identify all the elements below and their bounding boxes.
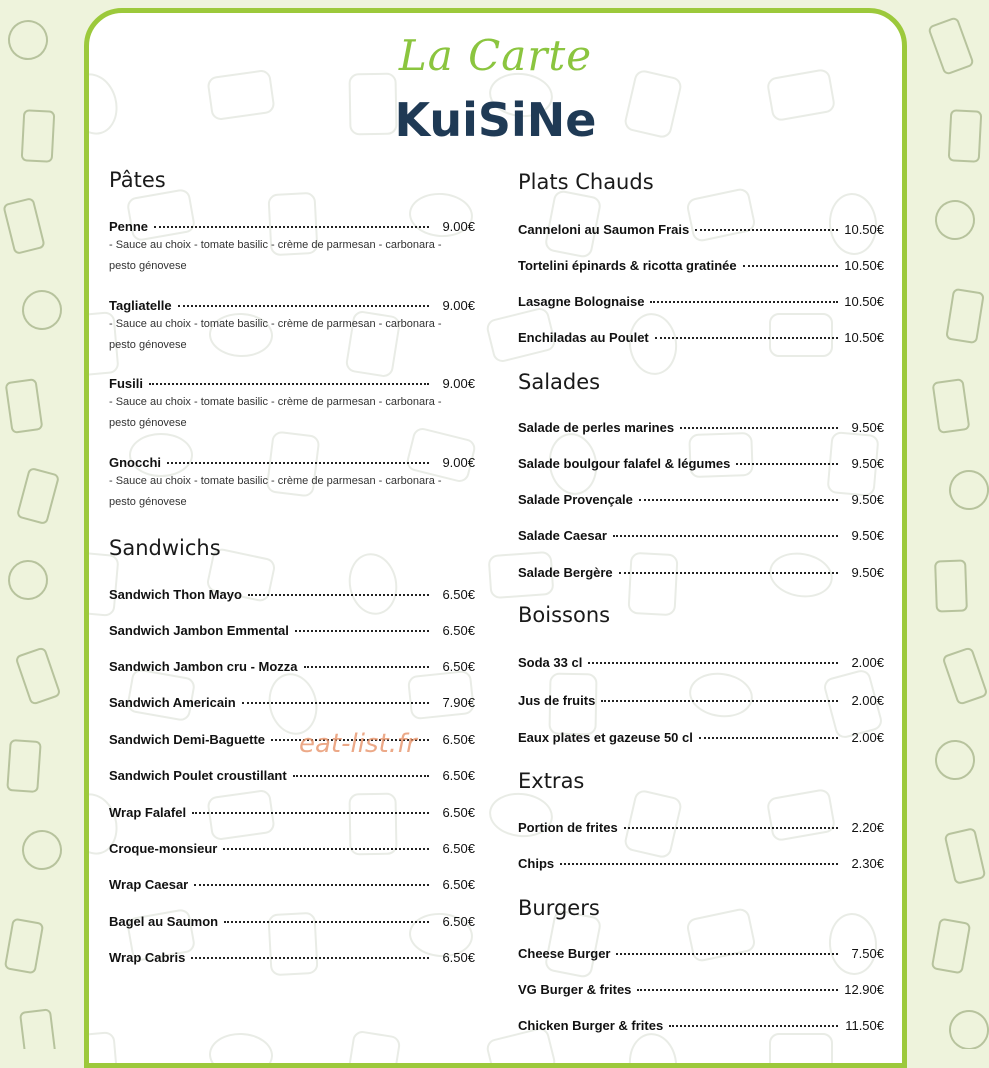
- menu-item: [518, 730, 884, 745]
- menu-item: [109, 950, 475, 965]
- menu-item: [518, 420, 884, 435]
- menu-item: [109, 805, 475, 820]
- section-title-pates: Pâtes: [109, 168, 166, 192]
- item-name: Wrap Cabris: [109, 950, 186, 965]
- item-name: Portion de frites: [518, 820, 618, 835]
- menu-item: [518, 222, 884, 237]
- item-price: 6.50€: [442, 623, 475, 638]
- menu-item: [518, 456, 884, 471]
- leader-dots: [695, 229, 838, 231]
- menu-item: [109, 376, 475, 434]
- item-price: 2.20€: [851, 820, 884, 835]
- food-sketch-decoration: [344, 549, 403, 619]
- food-sketch-decoration: [89, 551, 120, 617]
- food-sketch-decoration: [945, 288, 985, 344]
- item-price: 10.50€: [844, 258, 884, 273]
- food-sketch-decoration: [6, 739, 42, 793]
- menu-item: [518, 565, 884, 580]
- menu-script-title: La Carte: [398, 31, 593, 80]
- item-name: Tortelini épinards & ricotta gratinée: [518, 258, 737, 273]
- item-name: VG Burger & frites: [518, 982, 632, 997]
- item-price: 12.90€: [844, 982, 884, 997]
- leader-dots: [616, 953, 838, 955]
- item-name: Lasagne Bolognaise: [518, 294, 645, 309]
- food-sketch-decoration: [927, 16, 975, 76]
- menu-item: [109, 659, 475, 674]
- food-sketch-decoration: [2, 197, 46, 255]
- food-sketch-decoration: [19, 287, 65, 333]
- food-sketch-decoration: [344, 1030, 401, 1063]
- item-name: Tagliatelle: [109, 298, 172, 313]
- menu-item: [518, 856, 884, 871]
- leader-dots: [191, 957, 429, 959]
- item-price: 9.00€: [442, 376, 475, 391]
- leader-dots: [588, 662, 838, 664]
- item-name: Chicken Burger & frites: [518, 1018, 664, 1033]
- item-price: 9.00€: [442, 298, 475, 313]
- item-name: Bagel au Saumon: [109, 914, 219, 929]
- leader-dots: [637, 989, 838, 991]
- item-name: Sandwich Poulet croustillant: [109, 768, 287, 783]
- food-sketch-decoration: [208, 1032, 273, 1063]
- menu-item: [518, 946, 884, 961]
- item-price: 6.50€: [442, 877, 475, 892]
- food-sketch-decoration: [19, 1008, 57, 1049]
- food-sketch-decoration: [627, 552, 678, 616]
- food-sketch-decoration: [5, 378, 44, 434]
- item-price: 6.50€: [442, 732, 475, 747]
- food-sketch-decoration: [931, 918, 972, 975]
- item-name: Chips: [518, 856, 555, 871]
- menu-item: [518, 693, 884, 708]
- item-price: 6.50€: [442, 659, 475, 674]
- food-sketch-decoration: [4, 918, 45, 975]
- menu-item: [109, 914, 475, 929]
- section-title-salades: Salades: [518, 370, 601, 394]
- food-sketch-decoration: [21, 109, 56, 163]
- item-price: 7.50€: [851, 946, 884, 961]
- food-sketch-decoration: [7, 559, 48, 600]
- leader-dots: [736, 463, 838, 465]
- item-name: Salade Caesar: [518, 528, 607, 543]
- item-price: 9.00€: [442, 455, 475, 470]
- item-price: 6.50€: [442, 768, 475, 783]
- item-name: Gnocchi: [109, 455, 162, 470]
- leader-dots: [650, 301, 838, 303]
- item-description: - Sauce au choix - tomate basilic - crème de parmesan - carbonara - pesto génovese: [109, 318, 442, 351]
- item-price: 2.00€: [851, 730, 884, 745]
- food-sketch-decoration: [89, 1031, 120, 1063]
- menu-item: [518, 294, 884, 309]
- item-name: Sandwich Thon Mayo: [109, 587, 242, 602]
- leader-dots: [293, 775, 429, 777]
- menu-item: [109, 587, 475, 602]
- item-name: Sandwich Jambon cru - Mozza: [109, 659, 298, 674]
- item-price: 9.50€: [851, 420, 884, 435]
- item-name: Enchiladas au Poulet: [518, 330, 649, 345]
- menu-item: [109, 732, 475, 747]
- item-price: 6.50€: [442, 950, 475, 965]
- food-sketch-decoration: [944, 827, 987, 885]
- leader-dots: [624, 827, 838, 829]
- item-name: Eaux plates et gazeuse 50 cl: [518, 730, 693, 745]
- menu-item: [518, 492, 884, 507]
- menu-item: [109, 455, 475, 513]
- food-sketch-decoration: [947, 1008, 989, 1049]
- item-name: Cheese Burger: [518, 946, 611, 961]
- leader-dots: [655, 337, 838, 339]
- menu-item: [109, 877, 475, 892]
- item-price: 7.90€: [442, 695, 475, 710]
- item-name: Salade boulgour falafel & légumes: [518, 456, 731, 471]
- item-price: 6.50€: [442, 841, 475, 856]
- item-name: Sandwich Americain: [109, 695, 236, 710]
- leader-dots: [680, 427, 838, 429]
- menu-item: [518, 820, 884, 835]
- leader-dots: [613, 535, 838, 537]
- menu-item: [109, 298, 475, 356]
- menu-item: [518, 258, 884, 273]
- menu-card: [84, 8, 907, 1068]
- section-title-boissons: Boissons: [518, 603, 611, 627]
- leader-dots: [560, 863, 838, 865]
- item-name: Croque-monsieur: [109, 841, 218, 856]
- menu-item: [518, 982, 884, 997]
- menu-item: [518, 655, 884, 670]
- watermark-text: eat-list.fr: [299, 729, 417, 759]
- item-name: Salade Provençale: [518, 492, 633, 507]
- food-sketch-decoration: [948, 109, 983, 163]
- item-name: Sandwich Jambon Emmental: [109, 623, 289, 638]
- food-sketch-decoration: [931, 196, 979, 244]
- food-sketch-decoration: [688, 432, 753, 478]
- item-price: 2.00€: [851, 655, 884, 670]
- menu-item: [109, 623, 475, 638]
- item-name: Penne: [109, 219, 149, 234]
- item-name: Soda 33 cl: [518, 655, 583, 670]
- item-price: 6.50€: [442, 914, 475, 929]
- item-name: Canneloni au Saumon Frais: [518, 222, 690, 237]
- food-sketch-decoration: [945, 466, 989, 515]
- item-price: 9.50€: [851, 456, 884, 471]
- item-price: 2.30€: [851, 856, 884, 871]
- leader-dots: [699, 737, 838, 739]
- leader-dots: [194, 884, 429, 886]
- food-sketch-decoration: [769, 1033, 833, 1063]
- food-sketch-decoration: [14, 646, 61, 706]
- menu-item: [109, 841, 475, 856]
- item-name: Sandwich Demi-Baguette: [109, 732, 266, 747]
- item-name: Wrap Falafel: [109, 805, 187, 820]
- item-name: Wrap Caesar: [109, 877, 189, 892]
- leader-dots: [295, 630, 429, 632]
- food-sketch-decoration: [625, 1030, 680, 1063]
- leader-dots: [224, 921, 429, 923]
- leader-dots: [223, 848, 429, 850]
- leader-dots: [669, 1025, 838, 1027]
- item-price: 9.50€: [851, 492, 884, 507]
- food-sketch-decoration: [826, 911, 879, 977]
- leader-dots: [304, 666, 429, 668]
- menu-item: [109, 695, 475, 710]
- item-description: - Sauce au choix - tomate basilic - crème de parmesan - carbonara - pesto génovese: [109, 396, 442, 429]
- leader-dots: [192, 812, 429, 814]
- leader-dots: [242, 702, 429, 704]
- item-description: - Sauce au choix - tomate basilic - crème de parmesan - carbonara - pesto génovese: [109, 475, 442, 508]
- leader-dots: [167, 462, 429, 464]
- menu-item: [518, 1018, 884, 1033]
- leader-dots: [149, 383, 429, 385]
- leader-dots: [154, 226, 429, 228]
- section-title-burgers: Burgers: [518, 896, 600, 920]
- item-name: Salade de perles marines: [518, 420, 675, 435]
- section-title-extras: Extras: [518, 769, 585, 793]
- leader-dots: [601, 700, 838, 702]
- leader-dots: [619, 572, 838, 574]
- item-price: 10.50€: [844, 330, 884, 345]
- brand-logo-text: KuiSiNe: [394, 93, 597, 147]
- item-name: Jus de fruits: [518, 693, 596, 708]
- food-sketch-decoration: [2, 14, 53, 65]
- menu-item: [518, 330, 884, 345]
- food-sketch-decoration: [16, 467, 60, 526]
- menu-item: [109, 768, 475, 783]
- section-title-plats-chauds: Plats Chauds: [518, 170, 654, 194]
- item-description: - Sauce au choix - tomate basilic - crème de parmesan - carbonara - pesto génovese: [109, 239, 442, 272]
- menu-item: [109, 219, 475, 277]
- item-price: 10.50€: [844, 222, 884, 237]
- item-name: Salade Bergère: [518, 565, 613, 580]
- item-price: 11.50€: [845, 1018, 884, 1033]
- menu-item: [518, 528, 884, 543]
- leader-dots: [743, 265, 838, 267]
- item-price: 6.50€: [442, 587, 475, 602]
- leader-dots: [248, 594, 429, 596]
- food-sketch-decoration: [934, 559, 968, 612]
- section-title-sandwichs: Sandwichs: [109, 536, 221, 560]
- leader-dots: [178, 305, 429, 307]
- food-sketch-decoration: [941, 646, 988, 706]
- item-price: 9.50€: [851, 528, 884, 543]
- item-price: 10.50€: [844, 294, 884, 309]
- food-sketch-decoration: [18, 826, 66, 874]
- item-price: 9.50€: [851, 565, 884, 580]
- item-price: 2.00€: [851, 693, 884, 708]
- food-sketch-decoration: [932, 378, 971, 434]
- item-name: Fusili: [109, 376, 143, 391]
- leader-dots: [639, 499, 838, 501]
- item-price: 9.00€: [442, 219, 475, 234]
- food-sketch-decoration: [934, 739, 977, 782]
- item-price: 6.50€: [442, 805, 475, 820]
